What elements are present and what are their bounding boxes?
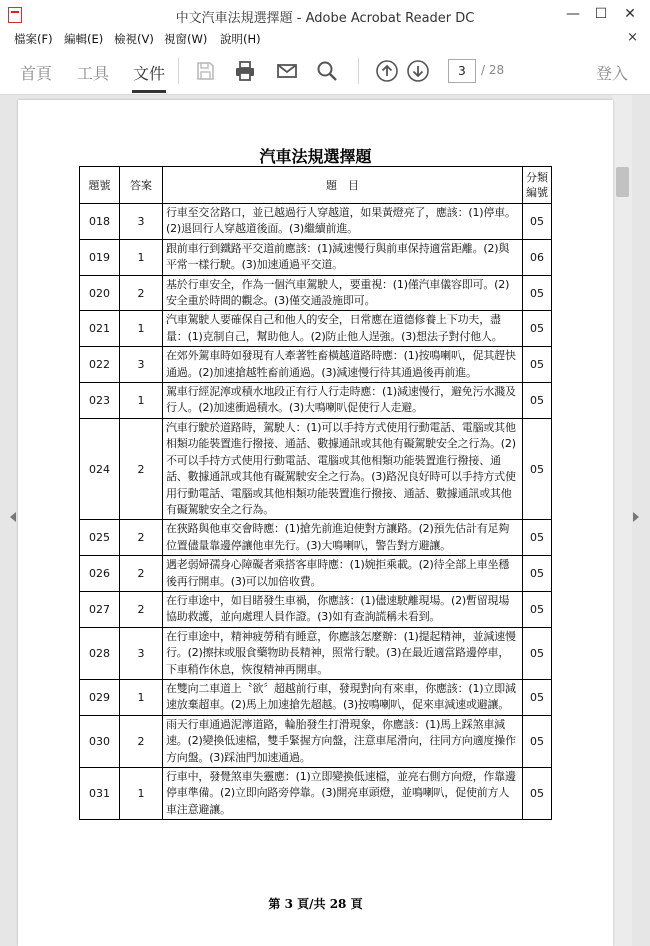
menu-view[interactable]: 檢視(V)	[114, 32, 154, 46]
table-header-row	[80, 167, 552, 204]
question-category: 05	[523, 383, 552, 419]
table-row	[80, 768, 552, 820]
question-text: 駕車行經泥濘或積水地段正有行人行走時應：(1)減速慢行，避免污水濺及行人。(2)加速衝過積水。(3)大鳴喇叭促使行人走避。	[163, 383, 523, 419]
header-category: 分類 編號	[523, 167, 552, 204]
table-row	[80, 591, 552, 627]
email-icon[interactable]	[275, 59, 299, 83]
maximize-button[interactable]: ☐	[594, 6, 608, 22]
tab-document[interactable]: 文件	[133, 64, 166, 83]
total-pages-label: / 28	[481, 63, 505, 77]
question-text: 在行車途中，如目睹發生車禍，你應該：(1)儘速駛離現場。(2)暫留現場協助救護，並向處理人員作證。(3)如有查詢謊稱未看到。	[163, 591, 523, 627]
pdf-page	[18, 100, 613, 946]
question-number: 023	[80, 383, 120, 419]
question-number: 022	[80, 347, 120, 383]
question-answer: 1	[120, 679, 163, 715]
table-row	[80, 311, 552, 347]
question-text: 雨天行車通過泥濘道路，輪胎發生打滑現象，你應該：(1)馬上踩煞車減速。(2)變換低速檔，雙手緊握方向盤，注意車尾滑向，往同方向適度操作方向盤。(3)踩油門加速通過。	[163, 715, 523, 767]
menu-file[interactable]: 檔案(F)	[14, 32, 53, 46]
table-row	[80, 715, 552, 767]
question-number: 031	[80, 768, 120, 820]
question-category: 05	[523, 204, 552, 240]
header-question: 題 目	[163, 167, 523, 204]
question-text: 汽車行駛於道路時，駕駛人：(1)可以手持方式使用行動電話、電腦或其他相類功能裝置進行撥接、通話、數據通訊或其他有礙駕駛安全之行為。(2)不可以手持方式使用行動電話、電腦或其他相類功能裝置進行撥接、通話、數據通訊或其他有礙駕駛安全之行為。(3)路況良好時可以手持方式使用行動電話、電腦或其他相類功能裝置進行撥接、通話、數據通訊或其他有礙駕駛安全之行為。	[163, 418, 523, 519]
question-category: 05	[523, 768, 552, 820]
left-panel-toggle-icon[interactable]	[10, 512, 16, 522]
question-number: 018	[80, 204, 120, 240]
question-category: 05	[523, 591, 552, 627]
question-text: 遇老弱婦孺身心障礙者乘搭客車時應：(1)婉拒乘載。(2)待全部上車坐穩後再行開車。(3)可以加倍收費。	[163, 556, 523, 592]
question-text: 行車中，發覺煞車失靈應：(1)立即變換低速檔，並亮右側方向燈，作靠邊停車準備。(2)立即向路旁停靠。(3)開亮車頭燈，並鳴喇叭，促使前方人車注意避讓。	[163, 768, 523, 820]
question-category: 06	[523, 239, 552, 275]
question-category: 05	[523, 347, 552, 383]
question-answer: 3	[120, 347, 163, 383]
question-category: 05	[523, 275, 552, 311]
question-number: 027	[80, 591, 120, 627]
question-text: 在狹路與他車交會時應：(1)搶先前進迫使對方讓路。(2)預先估計有足夠位置儘量靠邊停讓他車先行。(3)大鳴喇叭，警告對方避讓。	[163, 520, 523, 556]
question-category: 05	[523, 679, 552, 715]
question-number: 029	[80, 679, 120, 715]
question-text: 在郊外駕車時如發現有人牽著牲畜橫越道路時應：(1)按鳴喇叭，促其趕快通過。(2)加速搶越牲畜前通過。(3)減速慢行待其通過後再前進。	[163, 347, 523, 383]
question-answer: 3	[120, 204, 163, 240]
document-title: 汽車法規選擇題	[259, 147, 372, 166]
header-answer: 答案	[120, 167, 163, 204]
table-row	[80, 627, 552, 679]
question-text: 在雙向二車道上〝欲〞超越前行車，發現對向有來車，你應該：(1)立即減速放棄超車。(2)馬上加速搶先超越。(3)按鳴喇叭，促來車減速或避讓。	[163, 679, 523, 715]
right-panel-toggle-icon[interactable]	[633, 512, 639, 522]
questions-table	[79, 166, 552, 820]
table-row	[80, 347, 552, 383]
question-answer: 1	[120, 311, 163, 347]
minimize-button[interactable]: —	[566, 6, 580, 22]
question-answer: 1	[120, 239, 163, 275]
question-number: 028	[80, 627, 120, 679]
page-footer: 第 3 頁/共 28 頁	[268, 897, 363, 911]
scrollbar-thumb[interactable]	[616, 167, 629, 197]
header-number: 題號	[80, 167, 120, 204]
toolbar	[0, 48, 650, 95]
menu-edit[interactable]: 編輯(E)	[64, 32, 104, 46]
menu-help[interactable]: 說明(H)	[220, 32, 261, 46]
question-number: 025	[80, 520, 120, 556]
question-category: 05	[523, 520, 552, 556]
question-number: 026	[80, 556, 120, 592]
question-answer: 3	[120, 627, 163, 679]
close-window-button[interactable]: ✕	[624, 6, 636, 22]
question-answer: 1	[120, 768, 163, 820]
page-up-icon[interactable]	[375, 59, 399, 83]
question-answer: 2	[120, 556, 163, 592]
question-text: 汽車駕駛人要確保自己和他人的安全，日常應在道德修養上下功夫，盡量：(1)克制自己，幫助他人。(2)防止他人逞強。(3)想法子對付他人。	[163, 311, 523, 347]
table-row	[80, 275, 552, 311]
active-tab-indicator	[132, 90, 166, 93]
question-answer: 2	[120, 591, 163, 627]
question-number: 020	[80, 275, 120, 311]
vertical-scrollbar[interactable]	[612, 95, 632, 946]
question-category: 05	[523, 627, 552, 679]
table-row	[80, 239, 552, 275]
title-bar	[0, 0, 650, 31]
question-category: 05	[523, 418, 552, 519]
question-number: 019	[80, 239, 120, 275]
window-title: 中文汽車法規選擇題 - Adobe Acrobat Reader DC	[175, 11, 475, 26]
question-category: 05	[523, 556, 552, 592]
question-text: 在行車途中，精神疲勞稍有睡意，你應該怎麼辦：(1)提起精神，並減速慢行。(2)擦抹或服食藥物助長精神，照常行駛。(3)在最近適當路邊停車，下車稍作休息，恢復精神再開車。	[163, 627, 523, 679]
page-number-input[interactable]: 3	[448, 59, 476, 83]
close-document-button[interactable]: ×	[627, 30, 638, 45]
question-number: 030	[80, 715, 120, 767]
question-answer: 2	[120, 520, 163, 556]
toolbar-divider	[358, 58, 359, 84]
sign-in-button[interactable]: 登入	[596, 64, 629, 83]
question-answer: 2	[120, 418, 163, 519]
table-row	[80, 520, 552, 556]
page-down-icon[interactable]	[406, 59, 430, 83]
question-number: 021	[80, 311, 120, 347]
question-category: 05	[523, 311, 552, 347]
table-row	[80, 418, 552, 519]
save-icon[interactable]	[193, 59, 217, 83]
table-row	[80, 556, 552, 592]
question-text: 基於行車安全，作為一個汽車駕駛人，要重視：(1)僅汽車儀容即可。(2)安全重於時間的觀念。(3)僅交通設施即可。	[163, 275, 523, 311]
menu-window[interactable]: 視窗(W)	[164, 32, 208, 46]
question-category: 05	[523, 715, 552, 767]
table-row	[80, 204, 552, 240]
table-row	[80, 383, 552, 419]
print-icon[interactable]	[233, 59, 257, 83]
toolbar-divider	[178, 58, 179, 84]
table-row	[80, 679, 552, 715]
question-text: 跟前車行到鐵路平交道前應該：(1)減速慢行與前車保持適當距離。(2)與平常一樣行駛。(3)加速通過平交道。	[163, 239, 523, 275]
tab-home[interactable]: 首頁	[20, 64, 53, 83]
question-answer: 2	[120, 715, 163, 767]
question-number: 024	[80, 418, 120, 519]
search-icon[interactable]	[315, 59, 339, 83]
tab-tools[interactable]: 工具	[77, 64, 110, 83]
menu-bar	[0, 30, 650, 48]
question-text: 行車至交岔路口，並已越過行人穿越道，如果黃燈亮了，應該：(1)停車。(2)退回行人穿越道後面。(3)繼續前進。	[163, 204, 523, 240]
question-answer: 1	[120, 383, 163, 419]
question-answer: 2	[120, 275, 163, 311]
